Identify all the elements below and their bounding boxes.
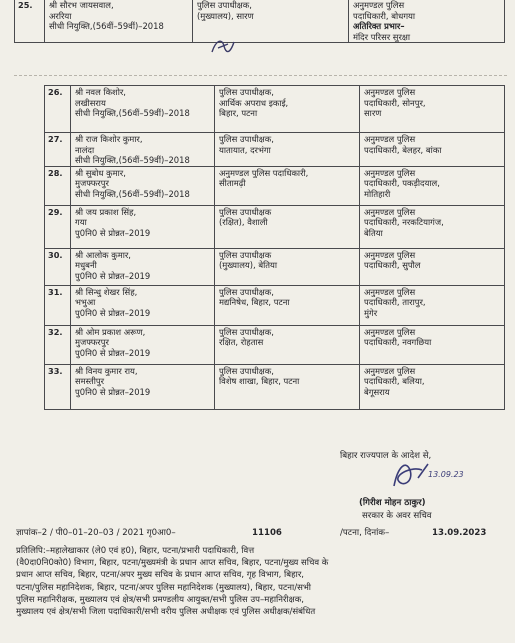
appointment-type: सीधी नियुक्ति,(56वीं–59वीं)–2018 <box>75 155 190 166</box>
current-post-line: (मुख्यालय), बेतिया <box>219 260 278 271</box>
home-district: अररिया <box>49 10 72 21</box>
table-row <box>45 133 505 167</box>
current-post-line: (मुख्यालय), सारण <box>197 10 254 21</box>
officer-name: श्री विनय कुमार राय, <box>75 365 138 376</box>
page-break-line <box>14 75 507 76</box>
distribution-line: प्रतिलिपि:–महालेखाकार (ले0 एवं ह0), बिहार, पटना/प्रभारी पदाधिकारी, वित्त <box>16 546 255 556</box>
posting-line: मोतिहारी <box>364 188 391 199</box>
distribution-line: मुख्यालय एवं क्षेत्र/सभी जिला पदाधिकारी/सभी वरीय पुलिस अधीक्षक एवं पुलिस अधीक्षक/संबंधित <box>16 607 316 618</box>
serial-number: 26. <box>45 86 71 133</box>
current-post-cell <box>215 166 360 205</box>
table-row <box>45 364 505 409</box>
new-posting-cell <box>360 133 505 167</box>
current-post-line: पुलिस उपाधीक्षक, <box>219 286 274 297</box>
posting-line: अनुमण्डल पुलिस <box>364 167 416 178</box>
home-district: नालंदा <box>75 144 95 155</box>
distribution-line: प्रधान आप्त सचिव, बिहार, पटना/अपर मुख्य सचिव के प्रधान आप्त सचिव, गृह विभाग, बिहार, <box>16 570 305 581</box>
serial-number: 31. <box>45 285 71 325</box>
posting-line: अनुमण्डल पुलिस <box>364 326 416 337</box>
officer-name: श्री सौरभ जायसवाल, <box>49 0 114 10</box>
officer-cell <box>71 364 215 409</box>
officer-cell <box>71 325 215 364</box>
officer-cell <box>71 133 215 167</box>
table-row <box>45 86 505 133</box>
table-row <box>15 0 505 43</box>
posting-line: पदाधिकारी, बोधगया <box>353 10 416 21</box>
posting-line: पदाधिकारी, बलिया, <box>364 376 425 387</box>
order-line: बिहार राज्यपाल के आदेश से, <box>340 451 432 461</box>
distribution-paragraph <box>16 545 506 618</box>
current-post-line: मद्यनिषेध, बिहार, पटना <box>219 297 290 308</box>
current-post-cell <box>215 248 360 285</box>
current-post-line: पुलिस उपाधीक्षक, <box>219 87 274 97</box>
posting-line: मुंगेर <box>364 307 378 318</box>
appointment-type: पु0नि0 से प्रोन्नत–2019 <box>75 386 151 397</box>
serial-number: 28. <box>45 166 71 205</box>
signatory-designation: सरकार के अवर सचिव <box>362 511 432 521</box>
current-post-line: सीतामढ़ी <box>219 178 246 189</box>
distribution-line: (वै0दा0नि0को0) विभाग, बिहार, पटना/मुख्यमंत्री के प्रधान आप्त सचिव, बिहार, पटना/मुख्य सचिव के <box>16 558 329 569</box>
posting-table-top <box>14 0 505 43</box>
posting-line: अनुमण्डल पुलिस <box>364 87 416 97</box>
posting-line: अनुमण्डल पुलिस <box>364 206 416 217</box>
memo-date: 13.09.2023 <box>432 528 487 538</box>
current-post-line: आर्थिक अपराध इकाई, <box>219 97 289 108</box>
signature-date: 13.09.23 <box>428 470 464 479</box>
posting-line: मंदिर परिसर सुरक्षा <box>353 31 411 42</box>
appointment-type: सीधी नियुक्ति,(56वीं–59वीं)–2018 <box>75 188 190 199</box>
current-post-line: पुलिस उपाधीक्षक <box>219 249 272 260</box>
new-posting-cell <box>360 364 505 409</box>
home-district: समस्तीपुर <box>75 376 105 387</box>
current-post-line: अनुमण्डल पुलिस पदाधिकारी, <box>219 167 309 178</box>
appointment-type: पु0नि0 से प्रोन्नत–2019 <box>75 270 151 281</box>
posting-line: बेगूसराय <box>364 386 390 397</box>
current-post-line: पुलिस उपाधीक्षक, <box>197 0 252 10</box>
current-post-line: रक्षित, रोहतास <box>219 337 264 348</box>
posting-line: पदाधिकारी, नवगछिया <box>364 337 432 348</box>
additional-charge-label: अतिरिक्त प्रभार– <box>353 21 405 32</box>
officer-name: श्री ओम प्रकाश अरूण, <box>75 326 146 337</box>
initial-scribble <box>210 36 236 56</box>
serial-number: 25. <box>15 0 45 43</box>
table-row <box>45 325 505 364</box>
serial-number: 30. <box>45 248 71 285</box>
home-district: गया <box>75 217 87 228</box>
officer-name: श्री राज किशोर कुमार, <box>75 134 143 144</box>
officer-name: श्री जय प्रकाश सिंह, <box>75 206 137 217</box>
posting-line: पदाधिकारी, सोनपुर, <box>364 97 426 108</box>
table-row <box>45 248 505 285</box>
posting-line: पदाधिकारी, तारापुर, <box>364 297 426 308</box>
officer-cell <box>71 166 215 205</box>
current-post-cell <box>215 285 360 325</box>
posting-line: पदाधिकारी, सुपौल <box>364 260 421 271</box>
appointment-type: पु0नि0 से प्रोन्नत–2019 <box>75 307 151 318</box>
serial-number: 32. <box>45 325 71 364</box>
new-posting-cell <box>360 248 505 285</box>
current-post-line: विशेष शाखा, बिहार, पटना <box>219 376 300 387</box>
home-district: मुजफ्फरपुर <box>75 337 109 348</box>
serial-number: 29. <box>45 205 71 248</box>
distribution-line: पटना/पुलिस महानिदेशक, बिहार, पटना/अपर पुलिस महानिदेशक (मुख्यालय), बिहार, पटना/सभी <box>16 582 311 593</box>
new-posting-cell <box>360 86 505 133</box>
officer-name: श्री नवल किशोर, <box>75 87 126 97</box>
current-post-cell <box>215 205 360 248</box>
table-row <box>45 205 505 248</box>
officer-cell <box>71 248 215 285</box>
new-posting-cell <box>360 325 505 364</box>
appointment-type: पु0नि0 से प्रोन्नत–2019 <box>75 347 151 358</box>
posting-line: सारण <box>364 108 382 119</box>
officer-cell <box>71 205 215 248</box>
current-post-cell <box>215 325 360 364</box>
current-post-cell <box>215 86 360 133</box>
serial-number: 33. <box>45 364 71 409</box>
appointment-type: पु0नि0 से प्रोन्नत–2019 <box>75 227 151 238</box>
memo-reference: ज्ञापांक–2 / पी0–01–20–03 / 2021 गृ0आ0– <box>16 528 176 538</box>
officer-cell <box>71 285 215 325</box>
new-posting-cell <box>360 285 505 325</box>
current-post-line: पुलिस उपाधीक्षक <box>219 206 272 217</box>
officer-cell <box>71 86 215 133</box>
memo-place-date-label: /पटना, दिनांक– <box>340 528 390 538</box>
officer-name: श्री सुबोध कुमार, <box>75 167 126 178</box>
new-posting-cell <box>349 0 505 43</box>
serial-number: 27. <box>45 133 71 167</box>
home-district: मुजफ्फरपुर <box>75 178 109 189</box>
posting-line: अनुमण्डल पुलिस <box>364 365 416 376</box>
current-post-line: पुलिस उपाधीक्षक, <box>219 326 274 337</box>
posting-line: अनुमण्डल पुलिस <box>364 134 416 144</box>
posting-line: अनुमण्डल पुलिस <box>364 249 416 260</box>
current-post-line: यातायात, दरभंगा <box>219 144 271 155</box>
home-district: लखीसराय <box>75 97 106 108</box>
current-post-line: पुलिस उपाधीक्षक, <box>219 134 274 144</box>
posting-table <box>44 85 505 410</box>
posting-line: अनुमण्डल पुलिस <box>364 286 416 297</box>
posting-line: अनुमण्डल पुलिस <box>353 0 405 10</box>
current-post-line: पुलिस उपाधीक्षक, <box>219 365 274 376</box>
appointment-type: सीधी नियुक्ति,(56वीं–59वीं)–2018 <box>75 108 190 119</box>
current-post-cell <box>215 133 360 167</box>
posting-line: पदाधिकारी, बेलहर, बांका <box>364 144 442 155</box>
posting-line: बेतिया <box>364 227 383 238</box>
table-row <box>45 285 505 325</box>
appointment-type: सीधी नियुक्ति,(56वीं–59वीं)–2018 <box>49 21 164 32</box>
distribution-line: पुलिस महानिरीक्षक, मुख्यालय एवं क्षेत्र/सभी प्रमण्डलीय आयुक्त/सभी पुलिस उप–महानिरीक्षक, <box>16 594 304 605</box>
posting-line: पदाधिकारी, पकड़ीदयाल, <box>364 178 440 189</box>
home-district: मधुबनी <box>75 260 97 271</box>
memo-number: 11106 <box>252 528 282 538</box>
current-post-cell <box>215 364 360 409</box>
posting-line: पदाधिकारी, नरकटियागंज, <box>364 217 444 228</box>
officer-cell <box>45 0 193 43</box>
officer-name: श्री सिन्धु शेखर सिंह, <box>75 286 138 297</box>
current-post-line: बिहार, पटना <box>219 108 258 119</box>
home-district: भभुआ <box>75 297 96 308</box>
current-post-line: (रक्षित), वैशाली <box>219 217 268 228</box>
table-row <box>45 166 505 205</box>
new-posting-cell <box>360 205 505 248</box>
officer-name: श्री आलोक कुमार, <box>75 249 131 260</box>
signatory-name: (गिरीश मोहन ठाकुर) <box>359 498 426 508</box>
new-posting-cell <box>360 166 505 205</box>
